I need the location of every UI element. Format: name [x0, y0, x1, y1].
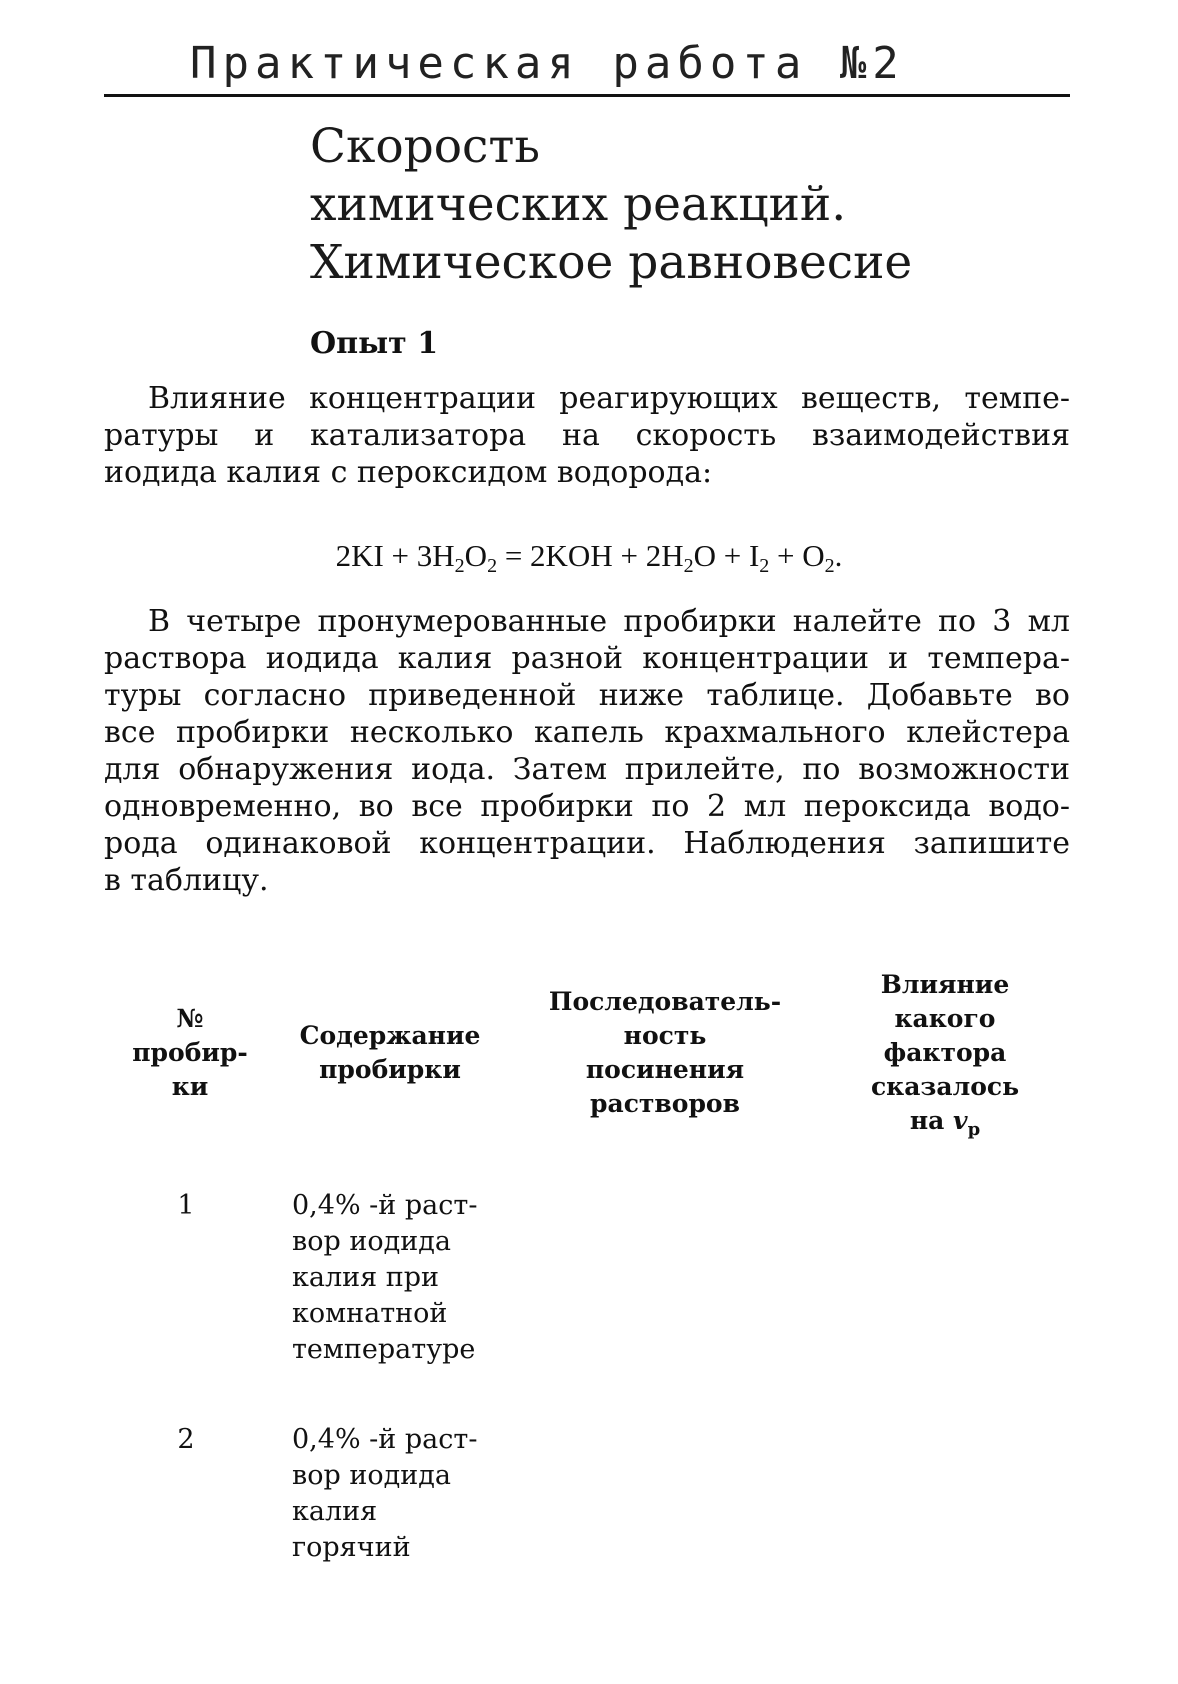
paragraph-line: одновременно, во все пробирки по 2 мл пероксида водо-: [104, 789, 1070, 824]
header-line: Влияние: [880, 970, 1010, 999]
equation-subscript: 2: [487, 555, 498, 577]
running-header: Практическая работа №2: [190, 38, 905, 89]
intro-paragraph: [104, 380, 1070, 491]
paragraph-line: для обнаружения иода. Затем прилейте, по возможности: [104, 752, 1070, 787]
equation-part: 2KI + 3H: [335, 538, 455, 573]
header-line: фактора: [883, 1038, 1007, 1067]
equation-part: O + I: [693, 538, 760, 573]
table-header-factor-influence: [840, 968, 1050, 1138]
header-line: ки: [171, 1072, 209, 1101]
header-text: на: [909, 1106, 954, 1135]
paragraph-line: ратуры и катализатора на скорость взаимодействия: [104, 418, 1070, 453]
header-line: пробирки: [319, 1055, 461, 1084]
equation-subscript: 2: [759, 555, 770, 577]
equation-part: O: [464, 538, 488, 573]
header-line: пробир-: [132, 1038, 248, 1067]
cell-line: вор иодида: [292, 1226, 451, 1257]
header-line: Последователь-: [548, 987, 782, 1016]
reaction-equation: [0, 538, 1178, 577]
header-line: №: [176, 1004, 204, 1033]
table-row-2-number: 2: [177, 1424, 195, 1455]
equation-subscript: 2: [824, 555, 835, 577]
table-row-1-number: 1: [177, 1190, 195, 1221]
header-line: посинения: [585, 1055, 745, 1084]
paragraph-line: туры согласно приведенной ниже таблице. Добавьте во: [104, 678, 1070, 713]
title-line: Химическое равновесие: [310, 235, 913, 290]
equation-part: .: [834, 538, 843, 573]
paragraph-line: иодида калия с пероксидом водорода:: [104, 455, 713, 490]
cell-line: калия при: [292, 1262, 440, 1293]
cell-line: 0,4% -й раст-: [292, 1190, 478, 1221]
experiment-heading: Опыт 1: [310, 326, 439, 361]
equation-subscript: 2: [454, 555, 465, 577]
paragraph-line: раствора иодида калия разной концентрации и темпера-: [104, 641, 1070, 676]
table-header-blue-sequence: [520, 985, 810, 1121]
cell-line: 0,4% -й раст-: [292, 1424, 478, 1455]
table-row-2-content: [292, 1422, 477, 1566]
cell-line: вор иодида: [292, 1460, 451, 1491]
header-line: растворов: [590, 1089, 740, 1118]
rate-symbol: v: [953, 1106, 968, 1135]
cell-line: температуре: [292, 1334, 476, 1365]
title-line: Скорость: [310, 119, 540, 174]
paragraph-line: Влияние концентрации реагирующих веществ, темпе-: [148, 381, 1070, 416]
paragraph-line: в таблицу.: [104, 863, 269, 898]
cell-line: комнатной: [292, 1298, 448, 1329]
header-rule: [104, 94, 1070, 97]
equation-part: + O: [769, 538, 825, 573]
equation-subscript: 2: [683, 555, 694, 577]
cell-line: калия: [292, 1496, 378, 1527]
paragraph-line: рода одинаковой концентрации. Наблюдения запишите: [104, 826, 1070, 861]
paragraph-line: все пробирки несколько капель крахмального клейстера: [104, 715, 1070, 750]
cell-line: горячий: [292, 1532, 411, 1563]
title-line: химических реакций.: [310, 177, 847, 232]
table-row-1-content: [292, 1188, 477, 1368]
table-header-tube-number: [120, 1002, 260, 1104]
instructions-paragraph: [104, 603, 1070, 899]
header-line: Содержание: [299, 1021, 481, 1050]
paragraph-line: В четыре пронумерованные пробирки налейте по 3 мл: [148, 604, 1070, 639]
header-line: [840, 1104, 1050, 1138]
equation-part: = 2KOH + 2H: [497, 538, 684, 573]
header-line: какого: [894, 1004, 996, 1033]
table-header-tube-content: [280, 1019, 500, 1087]
header-line: ность: [623, 1021, 707, 1050]
rate-subscript: р: [967, 1119, 981, 1140]
page-title: [310, 118, 1070, 292]
header-line: сказалось: [870, 1072, 1020, 1101]
